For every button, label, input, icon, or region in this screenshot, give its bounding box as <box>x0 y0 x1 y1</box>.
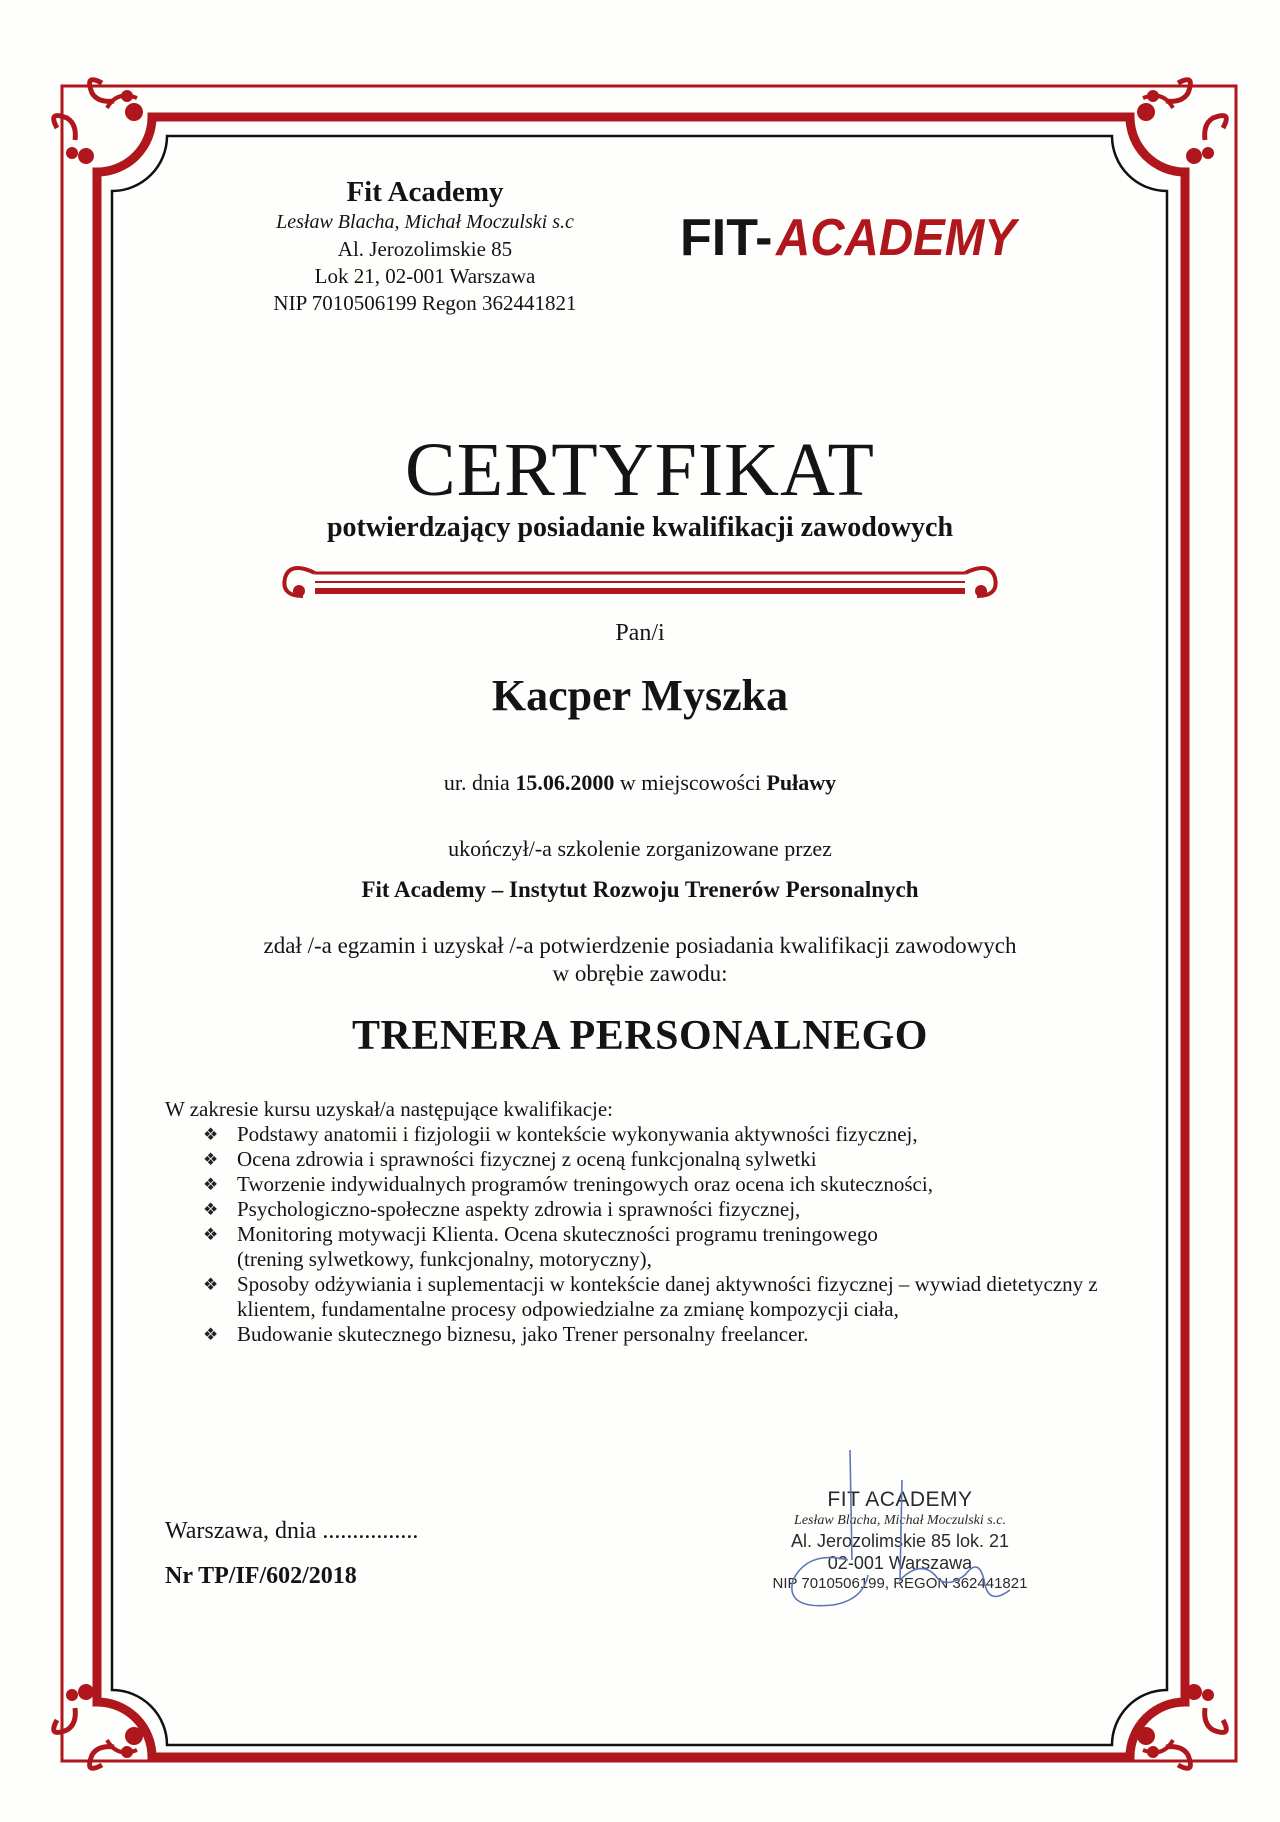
birth-date: 15.06.2000 <box>515 770 615 795</box>
qualifications-list <box>165 1122 1098 1347</box>
stamp-address-line2: 02-001 Warszawa <box>827 1553 973 1573</box>
birth-info <box>0 770 1280 796</box>
qualification-item: ❖ Sposoby odżywiania i suplementacji w kontekście danej aktywności fizycznej – wywiad dietetyczny z klientem, fundamentalne procesy odpowiedzialne za zmianę kompozycji ciała, <box>203 1272 1098 1321</box>
company-stamp <box>740 1488 1060 1594</box>
birth-prefix: ur. dnia <box>443 770 510 795</box>
birth-place: Puławy <box>766 770 837 795</box>
certificate-subtitle: potwierdzający posiadanie kwalifikacji zawodowych <box>326 512 954 543</box>
qualification-item: ❖ Budowanie skutecznego biznesu, jako Trener personalny freelancer. <box>203 1322 809 1346</box>
diamond-bullet-icon: ❖ <box>203 1275 219 1294</box>
recipient-name: Kacper Myszka <box>491 671 789 720</box>
exam-text-line2: w obrębie zawodu: <box>552 961 728 986</box>
profession-title: TRENERA PERSONALNEGO <box>352 1013 928 1059</box>
diamond-bullet-icon: ❖ <box>203 1125 219 1144</box>
organization-address-line1: Al. Jerozolimskie 85 <box>337 237 513 261</box>
organization-owners: Lesław Blacha, Michał Moczulski s.c <box>276 211 574 233</box>
qualifications-intro: W zakresie kursu uzyskał/a następujące kwalifikacje: <box>165 1097 614 1121</box>
salutation: Pan/i <box>615 620 665 646</box>
organization-header <box>230 175 620 317</box>
qualification-item: ❖ Psychologiczno-społeczne aspekty zdrowia i sprawności fizycznej, <box>203 1197 801 1221</box>
diamond-bullet-icon: ❖ <box>203 1150 219 1169</box>
qualification-item: ❖ Monitoring motywacji Klienta. Ocena skuteczności programu treningowego (trening sylwetkowy, funkcjonalny, motoryczny), <box>203 1222 878 1271</box>
place-and-date: Warszawa, dnia ................ <box>165 1518 419 1544</box>
exam-text-line1: zdał /-a egzamin i uzyskał /-a potwierdzenie posiadania kwalifikacji zawodowych <box>263 933 1017 958</box>
institute-name: Fit Academy – Instytut Rozwoju Trenerów Personalnych <box>361 877 919 902</box>
logo-text-dark: FIT- <box>680 209 773 265</box>
certificate-title: CERTYFIKAT <box>405 428 875 512</box>
organization-address-line2: Lok 21, 02-001 Warszawa <box>314 264 536 288</box>
stamp-address-line1: Al. Jerozolimskie 85 lok. 21 <box>790 1531 1010 1551</box>
diamond-bullet-icon: ❖ <box>203 1325 219 1344</box>
organization-name: Fit Academy <box>346 176 504 208</box>
logo-text-red: ACADEMY <box>774 209 1020 265</box>
diamond-bullet-icon: ❖ <box>203 1175 219 1194</box>
title-divider-ornament <box>275 555 1005 605</box>
stamp-ids: NIP 7010506199, REGON 362441821 <box>772 1575 1028 1592</box>
diamond-bullet-icon: ❖ <box>203 1200 219 1219</box>
qualification-item: ❖ Ocena zdrowia i sprawności fizycznej z oceną funkcjonalną sylwetki <box>203 1147 817 1171</box>
birth-middle: w miejscowości <box>619 770 761 795</box>
fit-academy-logo <box>680 205 1020 265</box>
stamp-owners: Lesław Blacha, Michał Moczulski s.c. <box>794 1513 1006 1528</box>
stamp-name: FIT ACADEMY <box>827 1488 973 1511</box>
diamond-bullet-icon: ❖ <box>203 1225 219 1244</box>
exam-text <box>0 932 1280 988</box>
certificate-number: Nr TP/IF/602/2018 <box>165 1563 357 1589</box>
completed-text: ukończył/-a szkolenie zorganizowane przez <box>448 836 832 861</box>
qualification-item: ❖ Tworzenie indywidualnych programów treningowych oraz ocena ich skuteczności, <box>203 1172 933 1196</box>
organization-ids: NIP 7010506199 Regon 362441821 <box>273 291 577 315</box>
qualifications-section <box>165 1097 1098 1347</box>
qualification-item: ❖ Podstawy anatomii i fizjologii w kontekście wykonywania aktywności fizycznej, <box>203 1122 918 1146</box>
